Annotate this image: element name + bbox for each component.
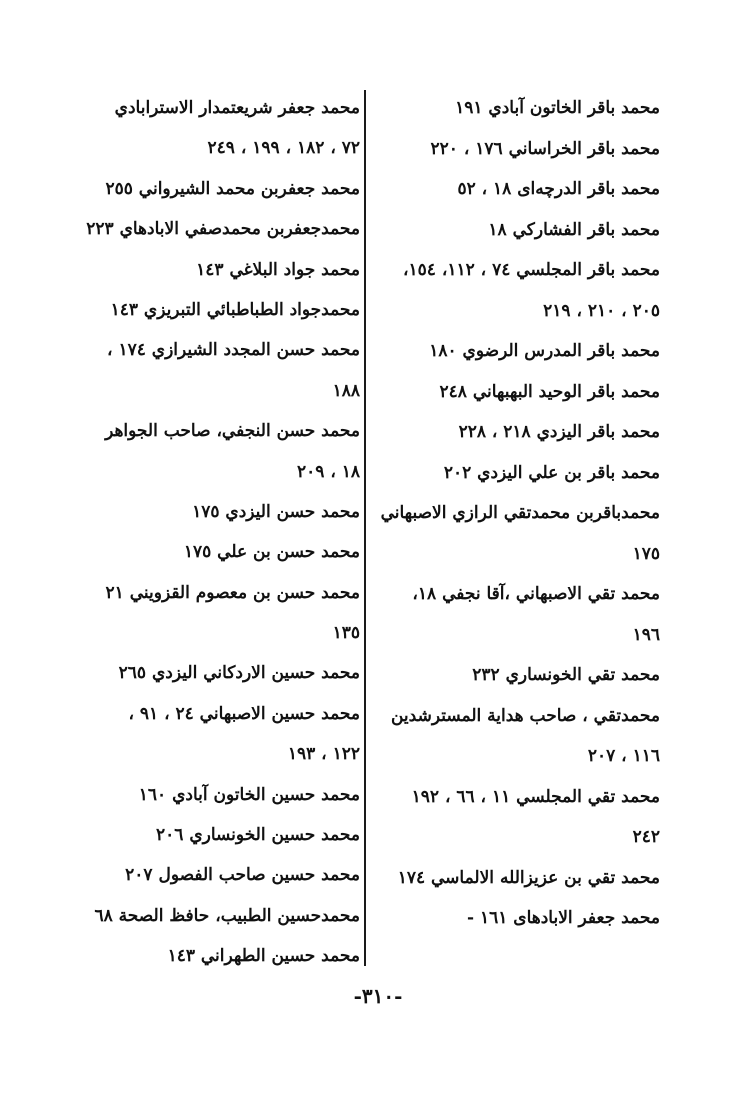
index-entry-line: محمد حسين صاحب الفصول ٢٠٧ [125, 865, 360, 886]
index-entry-line: محمد باقر الخراساني ١٧٦ ، ٢٢٠ [430, 138, 660, 159]
index-entry-line: محمد حسين الاصبهاني ٢٤ ، ٩١ ، [128, 703, 360, 724]
index-column-left [60, 88, 360, 977]
index-entry-line: محمدباقربن محمدتقي الرازي الاصبهاني [380, 503, 660, 523]
index-entry-line: محمد جواد البلاغي ١٤٣ [196, 259, 360, 280]
index-column-right [372, 88, 660, 939]
index-entry-line: ١٨٨ [332, 380, 360, 401]
index-entry-line: محمد حسين الطهراني ١٤٣ [167, 946, 360, 967]
index-entry-line: محمد باقر الفشاركي ١٨ [488, 219, 660, 240]
index-entry-line: محمد تقي المجلسي ١١ ، ٦٦ ، ١٩٢ [411, 786, 660, 807]
index-entry-line: محمد حسن اليزدي ١٧٥ [192, 501, 360, 522]
index-entry-line: محمد جعفربن محمد الشيرواني ٢٥٥ [105, 178, 360, 199]
index-entry-line: محمد باقر اليزدي ٢١٨ ، ٢٢٨ [458, 422, 660, 442]
index-entry-line: محمد باقر المدرس الرضوي ١٨٠ [429, 341, 660, 361]
index-entry-line: محمد حسن بن علي ١٧٥ [183, 542, 360, 563]
index-entry-line: ١١٦ ، ٢٠٧ [587, 746, 660, 766]
index-entry-line: محمد حسن المجدد الشيرازي ١٧٤ ، [107, 340, 360, 361]
index-entry-line: محمد باقر الخاتون آبادي ١٩١ [455, 98, 660, 118]
index-entry-line: ١٧٥ [632, 543, 660, 564]
index-entry-line: محمد حسن النجفي، صاحب الجواهر [105, 421, 360, 442]
index-entry-line: محمد حسين الخاتون آبادي ١٦٠ [138, 784, 360, 805]
index-entry-line: محمدتقي ، صاحب هداية المسترشدين [390, 705, 660, 726]
index-entry-line: محمدجواد الطباطبائي التبريزي ١٤٣ [110, 299, 360, 320]
index-entry-line: محمد تقي الخونساري ٢٣٢ [472, 665, 660, 685]
index-entry-line: محمد حسين الاردكاني اليزدي ٢٦٥ [118, 663, 360, 684]
index-entry-line: محمدحسين الطبيب، حافظ الصحة ٦٨ [94, 905, 360, 926]
index-entry-line: محمد باقر المجلسي ٧٤ ، ١١٢، ١٥٤، [403, 260, 660, 280]
page-number: -٣١٠- [353, 984, 403, 1008]
index-entry-line: محمد باقر الوحيد البهبهاني ٢٤٨ [439, 381, 660, 402]
index-entry-line: ١٨ ، ٢٠٩ [297, 461, 360, 482]
index-entry-line: محمدجعفربن محمدصفي الابادهاي ٢٢٣ [86, 219, 360, 240]
index-entry-line: محمد باقر بن علي اليزدي ٢٠٢ [443, 462, 660, 483]
index-entry-line: ٢٠٥ ، ٢١٠ ، ٢١٩ [543, 300, 660, 321]
index-entry-line: ١٢٢ ، ١٩٣ [287, 744, 360, 765]
index-entry-line: ٢٤٢ [632, 827, 660, 847]
column-divider [364, 90, 366, 966]
index-entry-line: ١٩٦ [632, 624, 660, 645]
index-entry-line: محمد جعفر الابادهاى ١٦١ - [466, 908, 660, 928]
index-entry-line: محمد باقر الدرچه‌اى ١٨ ، ٥٢ [457, 179, 660, 199]
index-entry-line: محمد جعفر شريعتمدار الاسترابادي [114, 98, 360, 118]
index-entry-line: محمد حسين الخونساري ٢٠٦ [156, 825, 360, 846]
index-entry-line: محمد تقي الاصبهاني ،آقا نجفي ١٨، [412, 584, 660, 604]
index-entry-line: ١٣٥ [332, 623, 360, 644]
index-entry-line: ٧٢ ، ١٨٢ ، ١٩٩ ، ٢٤٩ [207, 138, 360, 159]
index-entry-line: محمد تقي بن عزيزالله الالماسي ١٧٤ [397, 867, 660, 888]
index-entry-line: محمد حسن بن معصوم القزويني ٢١ [105, 582, 360, 603]
